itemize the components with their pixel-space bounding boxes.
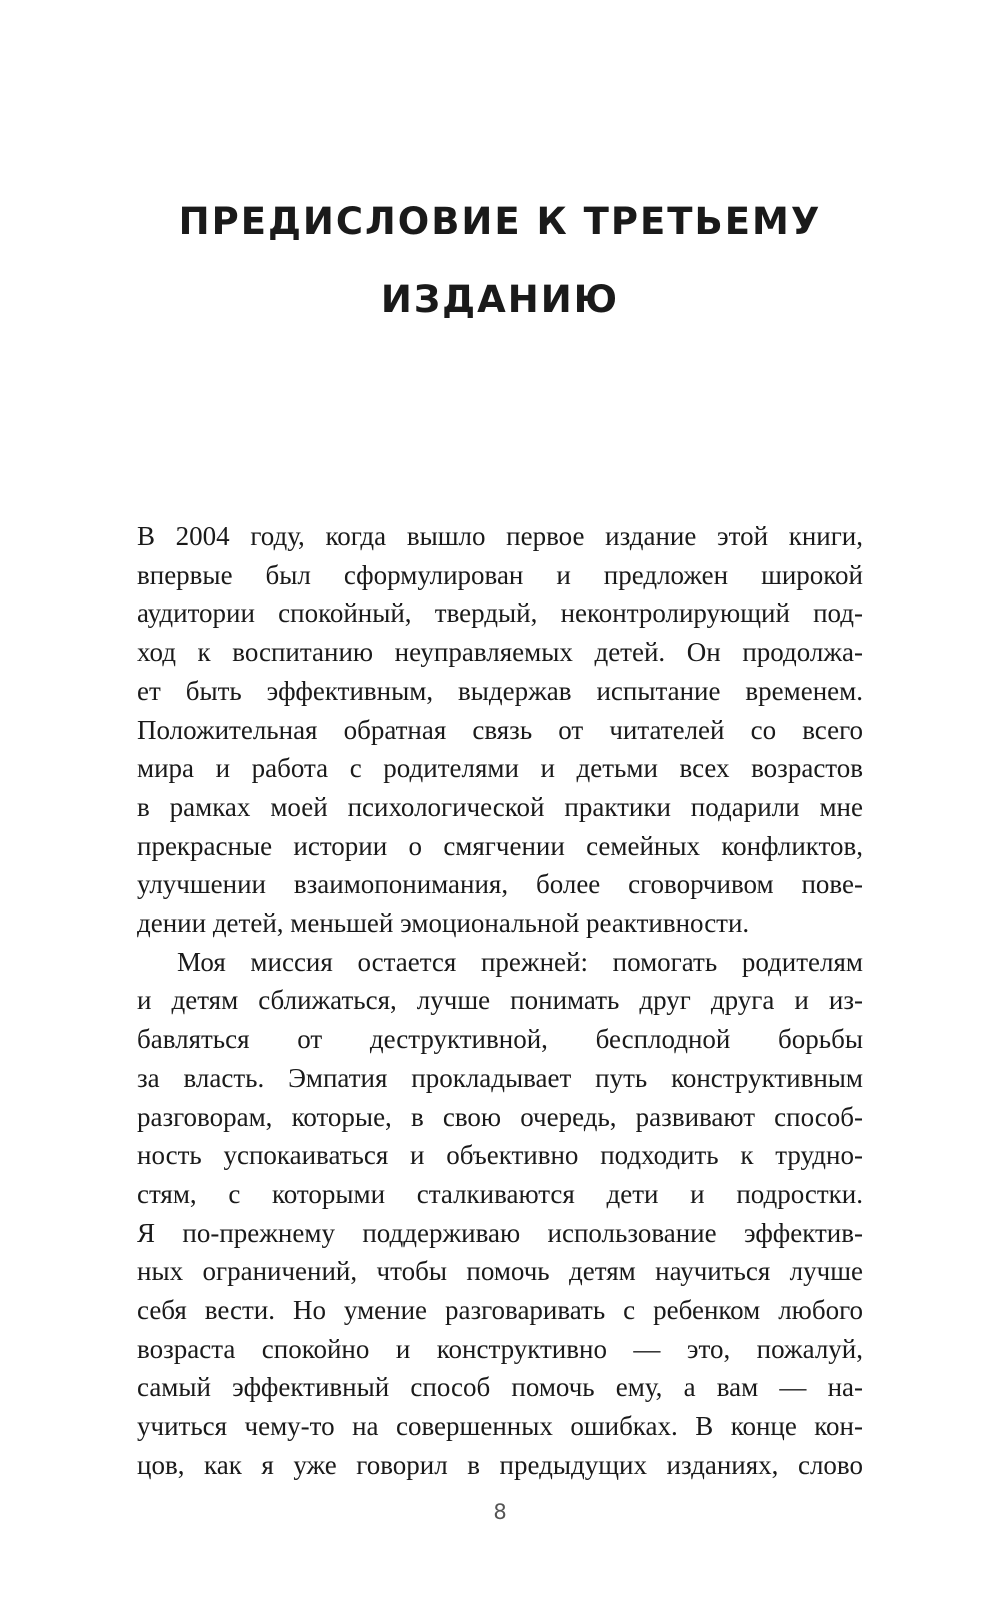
text-line: цов, как я уже говорил в предыдущих изданиях, слово	[137, 1449, 863, 1480]
text-line: прекрасные истории о смягчении семейных конфликтов,	[137, 830, 863, 861]
text-line: ность успокаиваться и объективно подходить к трудно-	[137, 1140, 863, 1171]
text-line: Я по-прежнему поддерживаю использование эффектив-	[137, 1217, 863, 1248]
text-line: бавляться от деструктивной, бесплодной борьбы	[137, 1024, 863, 1055]
text-line: Положительная обратная связь от читателей со всего	[137, 714, 863, 745]
text-line: впервые был сформулирован и предложен широкой	[137, 559, 863, 590]
text-line: в рамках моей психологической практики подарили мне	[137, 791, 863, 822]
text-line: себя вести. Но умение разговаривать с ребенком любого	[137, 1295, 863, 1326]
text-line: ет быть эффективным, выдержав испытание временем.	[137, 675, 863, 706]
text-line: дении детей, меньшей эмоциональной реактивности.	[137, 908, 750, 939]
text-line: мира и работа с родителями и детьми всех возрастов	[137, 753, 863, 784]
paragraph-1	[137, 517, 863, 943]
text-line: аудитории спокойный, твердый, неконтролирующий под-	[137, 598, 863, 629]
chapter-title-line-1: ПРЕДИСЛОВИЕ К ТРЕТЬЕМУ	[178, 200, 822, 243]
text-line: ход к воспитанию неуправляемых детей. Он продолжа-	[137, 637, 863, 668]
chapter-title-line-2: ИЗДАНИЮ	[380, 278, 620, 321]
text-line: улучшении взаимопонимания, более сговорчивом пове-	[137, 869, 863, 900]
text-line: Моя миссия остается прежней: помогать родителям	[177, 946, 863, 977]
text-line: ных ограничений, чтобы помочь детям научиться лучше	[137, 1256, 863, 1287]
text-line: учиться чему-то на совершенных ошибках. В конце кон-	[137, 1411, 863, 1442]
text-line: разговорам, которые, в свою очередь, развивают способ-	[137, 1101, 863, 1132]
paragraph-2	[137, 943, 863, 1485]
text-line: стям, с которыми сталкиваются дети и подростки.	[137, 1178, 863, 1209]
text-line: и детям сближаться, лучше понимать друг друга и из-	[137, 985, 863, 1016]
page-number: 8	[493, 1500, 507, 1524]
text-line: В 2004 году, когда вышло первое издание этой книги,	[137, 521, 863, 551]
chapter-title	[150, 183, 850, 339]
text-line: возраста спокойно и конструктивно — это, пожалуй,	[137, 1333, 863, 1364]
text-line: самый эффективный способ помочь ему, а вам — на-	[137, 1372, 863, 1403]
body-text	[137, 517, 863, 1485]
text-line: за власть. Эмпатия прокладывает путь конструктивным	[137, 1062, 863, 1093]
